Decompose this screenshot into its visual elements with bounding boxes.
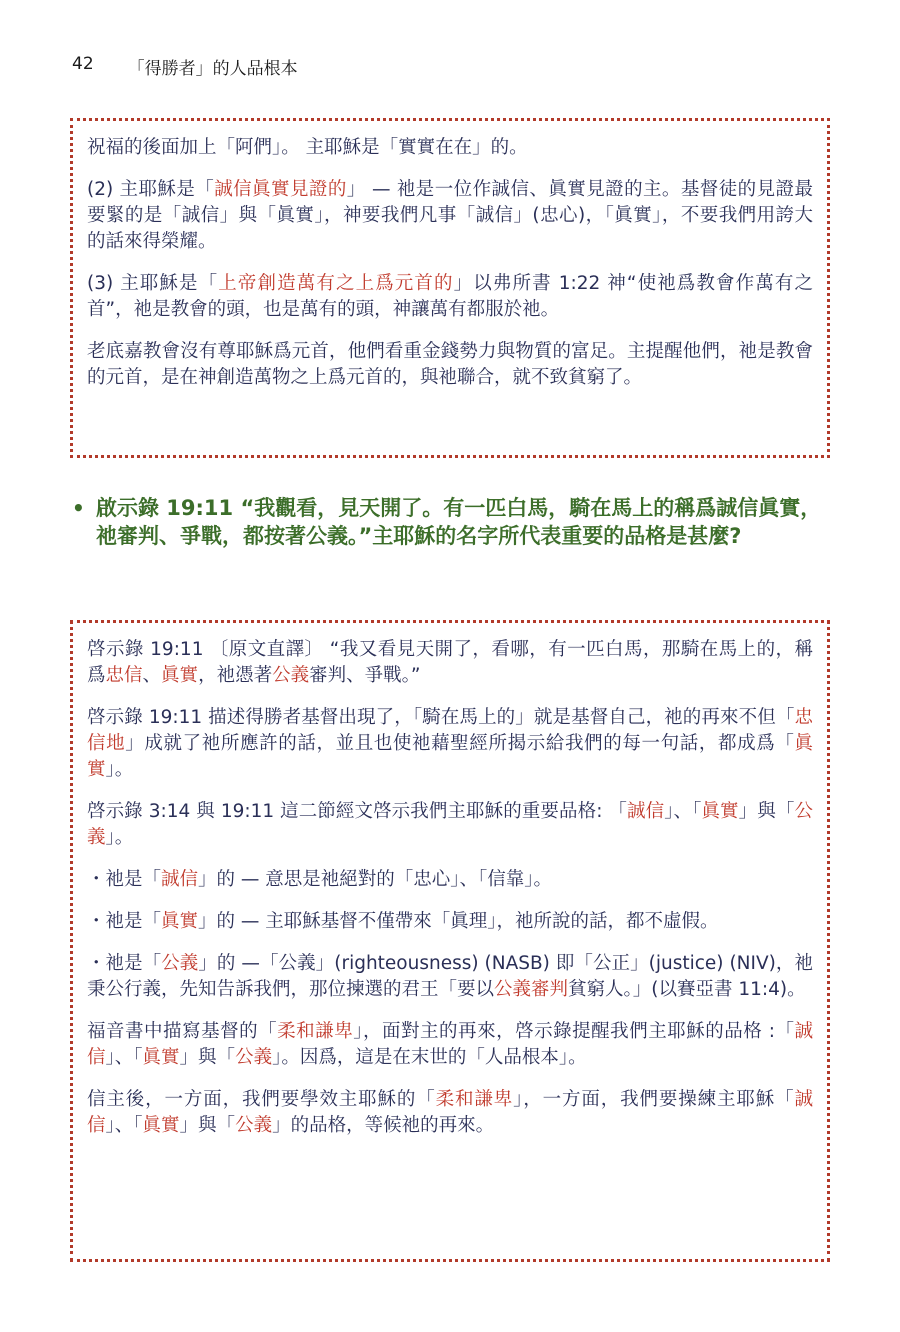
paragraph: 啓示錄 19:11 描述得勝者基督出現了，「騎在馬上的」就是基督自己，祂的再來不但「忠信地」成就了祂所應許的話，並且也使祂藉聖經所揭示給我們的每一句話，都成爲「眞實」。 bbox=[87, 707, 813, 780]
page-header bbox=[72, 54, 298, 79]
paragraph: 啓示錄 19:11 〔原文直譯〕 “我又看見天開了，看哪，有一匹白馬，那騎在馬上的，稱爲忠信、眞實，祂憑著公義審判、爭戰。” bbox=[87, 639, 813, 686]
paragraph: ・祂是「誠信」的 — 意思是祂絕對的「忠心」、「信靠」。 bbox=[87, 869, 553, 890]
paragraph: ・祂是「眞實」的 — 主耶穌基督不僅帶來「眞理」，祂所說的話，都不虛假。 bbox=[87, 911, 719, 932]
question-text: 啟示錄 19:11 “我觀看，見天開了。有一匹白馬，騎在馬上的稱爲誠信眞實，祂審判、爭戰，都按著公義。”主耶穌的名字所代表重要的品格是甚麼? bbox=[96, 496, 822, 548]
page-number: 42 bbox=[72, 54, 94, 74]
paragraph: 信主後，一方面，我們要學效主耶穌的「柔和謙卑」，一方面，我們要操練主耶穌「誠信」、「眞實」與「公義」的品格，等候祂的再來。 bbox=[87, 1089, 813, 1136]
paragraph: 老底嘉教會沒有尊耶穌爲元首，他們看重金錢勢力與物質的富足。主提醒他們，祂是教會的元首，是在神創造萬物之上爲元首的，與祂聯合，就不致貧窮了。 bbox=[87, 341, 813, 388]
commentary-box-2 bbox=[70, 620, 830, 1262]
paragraph: (2) 主耶穌是「誠信眞實見證的」 — 祂是一位作誠信、眞實見證的主。基督徒的見證最要緊的是「誠信」與「眞實」，神要我們凡事「誠信」(忠心)，「眞實」，不要我們用誇大的話來得榮耀。 bbox=[87, 179, 813, 252]
running-title: 「得勝者」的人品根本 bbox=[127, 59, 298, 79]
bullet-icon: • bbox=[72, 496, 85, 520]
paragraph: 福音書中描寫基督的「柔和謙卑」，面對主的再來，啓示錄提醒我們主耶穌的品格 :「誠信」、「眞實」與「公義」。因爲，這是在末世的「人品根本」。 bbox=[87, 1021, 813, 1068]
paragraph: 祝福的後面加上「阿們」。 主耶穌是「實實在在」的。 bbox=[87, 137, 528, 158]
paragraph: ・祂是「公義」的 —「公義」(righteousness) (NASB) 即「公正」(justice) (NIV)，祂秉公行義，先知告訴我們，那位揀選的君王「要以公義審判貧窮人。」(以賽亞書 11:4)。 bbox=[87, 953, 813, 1000]
paragraph: (3) 主耶穌是「上帝創造萬有之上爲元首的」以弗所書 1:22 神“使祂爲教會作萬有之首”，祂是教會的頭，也是萬有的頭，神讓萬有都服於祂。 bbox=[87, 273, 813, 320]
paragraph: 啓示錄 3:14 與 19:11 這二節經文啓示我們主耶穌的重要品格: 「誠信」、「眞實」與「公義」。 bbox=[87, 801, 813, 848]
commentary-box-1 bbox=[70, 118, 830, 458]
study-question bbox=[72, 494, 822, 550]
